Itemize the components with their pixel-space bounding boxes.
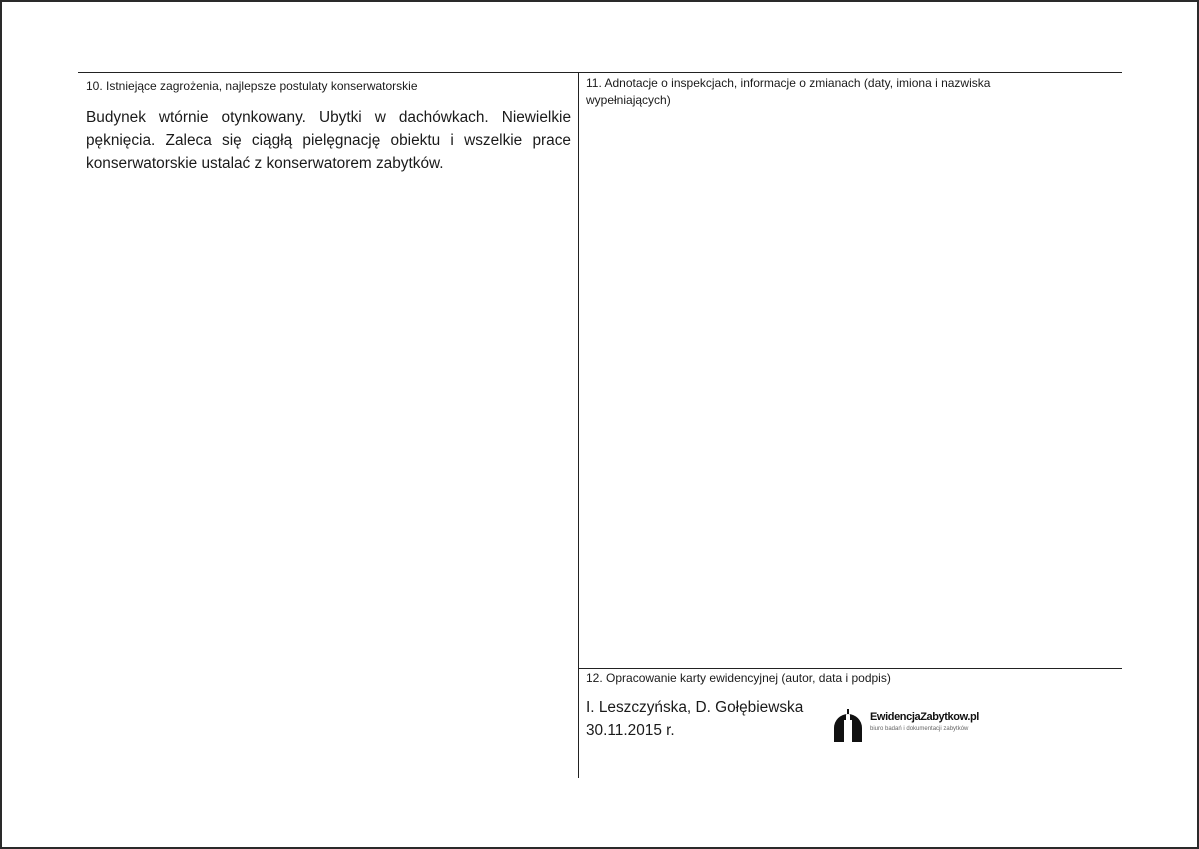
logo-subtitle: biuro badań i dokumentacji zabytków <box>870 726 969 732</box>
section-12-authors: I. Leszczyńska, D. Gołębiewska <box>586 699 804 716</box>
section-11-top-rule <box>578 72 1122 73</box>
section-10-text: Budynek wtórnie otynkowany. Ubytki w dachówkach. Niewielkie pęknięcia. Zaleca się ciągłą pielęgnację obiektu i wszelkie prace konserwatorskie ustalać z konserwatorem zabytków. <box>86 109 571 172</box>
section-11-label: 11. Adnotacje o inspekcjach, informacje o zmianach (daty, imiona i nazwiska wypełniających) <box>586 76 991 107</box>
ewidencja-zabytkow-logo <box>830 706 990 746</box>
section-10-top-rule <box>78 72 578 73</box>
logo-mark-icon <box>830 706 866 746</box>
column-divider <box>578 72 579 778</box>
section-10-label: 10. Istniejące zagrożenia, najlepsze postulaty konserwatorskie <box>86 79 418 93</box>
logo-title: EwidencjaZabytkow.pl <box>870 711 979 723</box>
section-12-label: 12. Opracowanie karty ewidencyjnej (autor, data i podpis) <box>586 671 891 685</box>
section-12-top-rule <box>578 668 1122 669</box>
section-12-date: 30.11.2015 r. <box>586 722 675 739</box>
